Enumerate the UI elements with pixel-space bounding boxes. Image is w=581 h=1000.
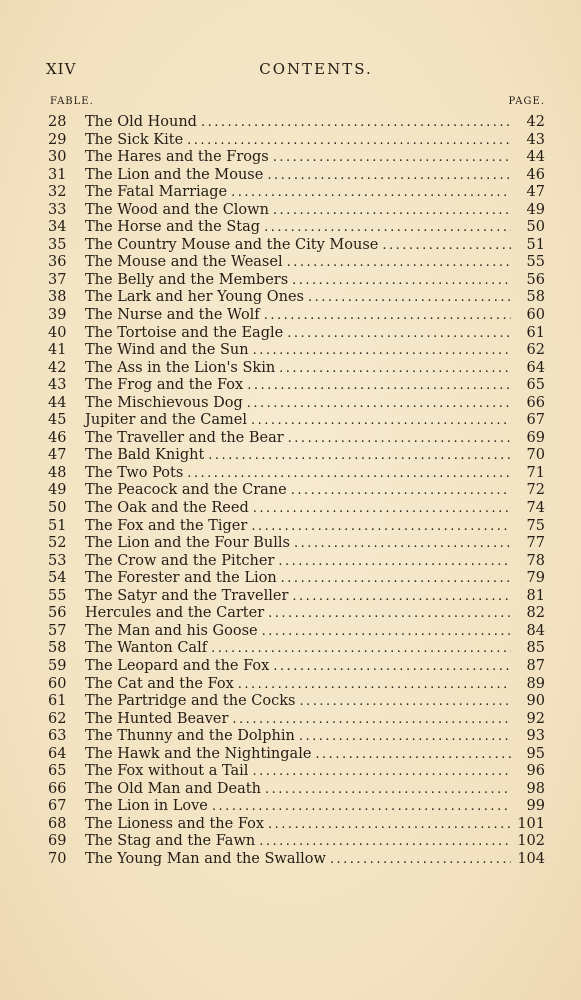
fable-page-number: 85 <box>526 640 545 657</box>
contents-entry <box>48 676 545 694</box>
dot-leader <box>287 325 511 343</box>
fable-title: The Wind and the Sun <box>85 342 249 359</box>
fable-page-number: 47 <box>526 184 545 201</box>
page-column-header: PAGE. <box>508 96 545 107</box>
fable-number: 64 <box>48 745 67 762</box>
fable-title: The Old Hound <box>85 114 197 130</box>
dot-leader <box>292 272 511 290</box>
fable-number: 42 <box>48 359 67 376</box>
page-title: CONTENTS. <box>259 60 373 78</box>
fable-number: 30 <box>48 149 67 166</box>
contents-entry <box>48 535 545 553</box>
contents-entry <box>48 395 545 413</box>
fable-page-number: 69 <box>526 429 545 446</box>
dot-leader <box>279 360 511 378</box>
fable-number: 47 <box>48 447 67 464</box>
dot-leader <box>268 605 511 623</box>
fable-page-number: 51 <box>526 236 545 253</box>
fable-number: 44 <box>48 394 67 411</box>
fable-page-number: 65 <box>526 377 545 394</box>
dot-leader <box>273 658 511 676</box>
fable-number: 51 <box>48 517 67 534</box>
fable-page-number: 56 <box>526 271 545 288</box>
fable-page-number: 96 <box>526 763 545 780</box>
fable-number: 62 <box>48 710 67 727</box>
fable-number: 54 <box>48 570 67 587</box>
fable-number: 36 <box>48 254 67 271</box>
fable-page-number: 104 <box>517 850 545 867</box>
fable-title: The Horse and the Stag <box>85 219 261 236</box>
fable-number: 29 <box>48 131 67 148</box>
fable-page-number: 64 <box>526 359 545 376</box>
fable-title: The Nurse and the Wolf <box>85 307 260 324</box>
fable-title: The Partridge and the Cocks <box>85 693 296 710</box>
contents-entry <box>48 500 545 518</box>
fable-number: 58 <box>48 640 67 657</box>
dot-leader <box>315 746 511 764</box>
fable-page-number: 61 <box>526 324 545 341</box>
fable-number: 70 <box>48 850 67 867</box>
fable-number: 28 <box>48 114 67 130</box>
fable-title: The Lion and the Four Bulls <box>85 535 290 552</box>
contents-entry <box>48 167 545 185</box>
fable-title: The Lion and the Mouse <box>85 166 264 183</box>
column-headers <box>50 96 545 110</box>
contents-entry <box>48 430 545 448</box>
contents-entry <box>48 746 545 764</box>
fable-title: The Fatal Marriage <box>85 184 228 201</box>
contents-entry <box>48 132 545 150</box>
fable-number: 60 <box>48 675 67 692</box>
contents-entry <box>48 377 545 395</box>
page-number: XIV <box>46 60 77 78</box>
fable-title: The Peacock and the Crane <box>85 482 287 499</box>
fable-title: The Lioness and the Fox <box>85 815 265 832</box>
fable-number: 67 <box>48 798 67 815</box>
fable-title: The Ass in the Lion's Skin <box>85 359 276 376</box>
fable-page-number: 62 <box>526 342 545 359</box>
contents-entry <box>48 289 545 307</box>
fable-title: The Cat and the Fox <box>85 675 234 692</box>
contents-entry <box>48 307 545 325</box>
fable-title: The Stag and the Fawn <box>85 833 256 850</box>
fable-page-number: 75 <box>526 517 545 534</box>
dot-leader <box>273 202 511 220</box>
contents-entry <box>48 184 545 202</box>
fable-number: 35 <box>48 236 67 253</box>
contents-entry <box>48 114 545 132</box>
fable-page-number: 55 <box>526 254 545 271</box>
dot-leader <box>288 430 511 448</box>
fable-title: The Leopard and the Fox <box>85 657 270 674</box>
fable-number: 50 <box>48 500 67 517</box>
fable-title: The Fox and the Tiger <box>85 517 248 534</box>
contents-entry <box>48 360 545 378</box>
fable-page-number: 70 <box>526 447 545 464</box>
fable-title: The Hares and the Frogs <box>85 149 269 166</box>
fable-title: The Country Mouse and the City Mouse <box>85 236 379 253</box>
fable-title: The Wood and the Clown <box>85 201 269 218</box>
fable-number: 38 <box>48 289 67 306</box>
contents-entry <box>48 254 545 272</box>
fable-page-number: 92 <box>526 710 545 727</box>
fable-page-number: 82 <box>526 605 545 622</box>
contents-entry <box>48 325 545 343</box>
fable-title: The Frog and the Fox <box>85 377 244 394</box>
fable-title: The Forester and the Lion <box>85 570 277 587</box>
contents-entry <box>48 781 545 799</box>
fable-number: 53 <box>48 552 67 569</box>
fable-page-number: 101 <box>517 815 545 832</box>
page-header <box>46 60 526 82</box>
fable-page-number: 71 <box>526 464 545 481</box>
dot-leader <box>268 816 511 834</box>
dot-leader <box>201 114 511 132</box>
fable-number: 31 <box>48 166 67 183</box>
fable-page-number: 66 <box>526 394 545 411</box>
contents-entry <box>48 482 545 500</box>
contents-entry <box>48 588 545 606</box>
dot-leader <box>294 535 511 553</box>
contents-entry <box>48 711 545 729</box>
fable-number: 52 <box>48 535 67 552</box>
fable-page-number: 102 <box>517 833 545 850</box>
dot-leader <box>253 500 511 518</box>
fable-number: 61 <box>48 693 67 710</box>
dot-leader <box>259 833 511 851</box>
contents-entry <box>48 272 545 290</box>
dot-leader <box>382 237 511 255</box>
fable-title: The Satyr and the Traveller <box>85 587 289 604</box>
fable-page-number: 43 <box>526 131 545 148</box>
fable-title: Hercules and the Carter <box>85 605 265 622</box>
fable-number: 37 <box>48 271 67 288</box>
contents-entry <box>48 570 545 588</box>
fable-column-header: FABLE. <box>50 96 94 107</box>
fable-page-number: 98 <box>526 780 545 797</box>
contents-entry <box>48 149 545 167</box>
fable-number: 32 <box>48 184 67 201</box>
dot-leader <box>308 289 511 307</box>
dot-leader <box>253 342 511 360</box>
fable-number: 41 <box>48 342 67 359</box>
contents-entry <box>48 851 545 869</box>
contents-entry <box>48 412 545 430</box>
fable-page-number: 42 <box>526 114 545 130</box>
contents-entry <box>48 202 545 220</box>
fable-number: 49 <box>48 482 67 499</box>
fable-page-number: 79 <box>526 570 545 587</box>
fable-title: The Bald Knight <box>85 447 205 464</box>
dot-leader <box>330 851 511 869</box>
dot-leader <box>291 482 511 500</box>
dot-leader <box>273 149 511 167</box>
contents-entry <box>48 728 545 746</box>
contents-entry <box>48 342 545 360</box>
fable-title: The Man and his Goose <box>85 622 258 639</box>
fable-number: 34 <box>48 219 67 236</box>
dot-leader <box>299 693 511 711</box>
dot-leader <box>208 447 511 465</box>
contents-entry <box>48 816 545 834</box>
dot-leader <box>251 518 511 536</box>
fable-title: The Fox without a Tail <box>85 763 249 780</box>
fable-page-number: 93 <box>526 728 545 745</box>
fable-page-number: 44 <box>526 149 545 166</box>
fable-title: The Lion in Love <box>85 798 208 815</box>
fable-title: Jupiter and the Camel <box>85 412 247 429</box>
contents-entry <box>48 623 545 641</box>
fable-number: 55 <box>48 587 67 604</box>
contents-entry <box>48 553 545 571</box>
dot-leader <box>264 219 511 237</box>
dot-leader <box>287 254 511 272</box>
fable-number: 68 <box>48 815 67 832</box>
fable-number: 57 <box>48 622 67 639</box>
fable-number: 48 <box>48 464 67 481</box>
dot-leader <box>211 640 511 658</box>
dot-leader <box>299 728 511 746</box>
fable-number: 69 <box>48 833 67 850</box>
contents-entry <box>48 763 545 781</box>
dot-leader <box>247 395 511 413</box>
dot-leader <box>262 623 511 641</box>
contents-entry <box>48 518 545 536</box>
fable-title: The Old Man and Death <box>85 780 261 797</box>
contents-entry <box>48 237 545 255</box>
fable-title: The Hawk and the Nightingale <box>85 745 312 762</box>
fable-number: 46 <box>48 429 67 446</box>
fable-page-number: 81 <box>526 587 545 604</box>
contents-entry <box>48 465 545 483</box>
fable-title: The Thunny and the Dolphin <box>85 728 295 745</box>
fable-number: 33 <box>48 201 67 218</box>
fable-title: The Young Man and the Swallow <box>85 850 326 867</box>
fable-page-number: 87 <box>526 657 545 674</box>
fable-page-number: 60 <box>526 307 545 324</box>
dot-leader <box>252 763 511 781</box>
fable-page-number: 50 <box>526 219 545 236</box>
fable-title: The Crow and the Pitcher <box>85 552 275 569</box>
fable-title: The Hunted Beaver <box>85 710 229 727</box>
fable-page-number: 49 <box>526 201 545 218</box>
fable-number: 45 <box>48 412 67 429</box>
fable-page-number: 99 <box>526 798 545 815</box>
contents-entry <box>48 693 545 711</box>
fable-title: The Tortoise and the Eagle <box>85 324 284 341</box>
dot-leader <box>238 676 511 694</box>
contents-entry <box>48 658 545 676</box>
fable-title: The Lark and her Young Ones <box>85 289 304 306</box>
dot-leader <box>212 798 511 816</box>
fable-page-number: 84 <box>526 622 545 639</box>
fable-number: 59 <box>48 657 67 674</box>
fable-page-number: 72 <box>526 482 545 499</box>
fable-title: The Oak and the Reed <box>85 500 249 517</box>
dot-leader <box>251 412 511 430</box>
contents-entry <box>48 605 545 623</box>
fable-page-number: 46 <box>526 166 545 183</box>
dot-leader <box>292 588 511 606</box>
fable-page-number: 90 <box>526 693 545 710</box>
contents-entry <box>48 447 545 465</box>
fable-number: 43 <box>48 377 67 394</box>
dot-leader <box>264 307 511 325</box>
dot-leader <box>187 132 511 150</box>
dot-leader <box>247 377 511 395</box>
fable-page-number: 95 <box>526 745 545 762</box>
fable-number: 40 <box>48 324 67 341</box>
fable-number: 65 <box>48 763 67 780</box>
fable-title: The Mouse and the Weasel <box>85 254 283 271</box>
dot-leader <box>231 184 511 202</box>
fable-title: The Two Pots <box>85 464 184 481</box>
contents-list <box>48 114 545 869</box>
fable-page-number: 67 <box>526 412 545 429</box>
fable-page-number: 78 <box>526 552 545 569</box>
dot-leader <box>278 553 511 571</box>
fable-title: The Belly and the Members <box>85 271 289 288</box>
contents-entry <box>48 219 545 237</box>
contents-entry <box>48 798 545 816</box>
fable-page-number: 89 <box>526 675 545 692</box>
fable-number: 66 <box>48 780 67 797</box>
fable-title: The Mischievous Dog <box>85 394 243 411</box>
contents-entry <box>48 833 545 851</box>
contents-entry <box>48 640 545 658</box>
fable-page-number: 74 <box>526 500 545 517</box>
fable-title: The Traveller and the Bear <box>85 429 284 446</box>
dot-leader <box>265 781 511 799</box>
fable-page-number: 58 <box>526 289 545 306</box>
fable-title: The Sick Kite <box>85 131 184 148</box>
fable-page-number: 77 <box>526 535 545 552</box>
dot-leader <box>281 570 511 588</box>
fable-number: 56 <box>48 605 67 622</box>
fable-number: 63 <box>48 728 67 745</box>
dot-leader <box>267 167 511 185</box>
dot-leader <box>232 711 511 729</box>
fable-number: 39 <box>48 307 67 324</box>
fable-title: The Wanton Calf <box>85 640 208 657</box>
dot-leader <box>187 465 511 483</box>
